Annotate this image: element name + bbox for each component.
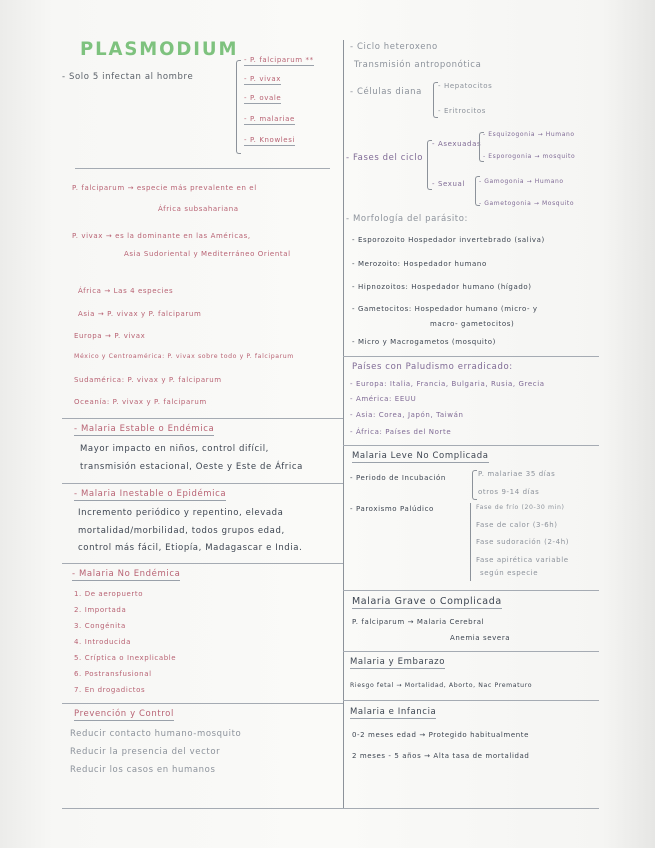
incub-brace [472,470,477,500]
divider-line [343,651,599,652]
section-heading: - Malaria Inestable o Epidémica [74,489,227,499]
list-item: - Europa: Italia, Francia, Bulgaria, Rusia, Grecia [350,380,545,388]
bottom-line [62,808,599,809]
species-item: - P. ovale [244,94,282,102]
list-item: 5. Críptica o Inexplicable [74,654,177,662]
section-heading: Malaria Leve No Complicada [352,451,489,461]
list-item: macro- gametocitos) [430,320,515,328]
body-text: P. falciparum → Malaria Cerebral [352,618,485,626]
body-text: P. malariae 35 días [478,470,556,478]
body-text: Incremento periódico y repentino, elevada [78,508,284,518]
geo-item: África → Las 4 especies [78,287,174,295]
list-item: - Esporozoito Hospedador invertebrado (saliva) [352,236,545,244]
list-item: 3. Congénita [74,622,126,630]
divider-line [343,356,599,357]
list-item: - América: EEUU [350,395,417,403]
divider-line [62,418,343,419]
section-heading: - Morfología del parásito: [346,214,469,224]
body-text: Transmisión antroponótica [354,60,482,70]
list-item: según especie [480,569,539,577]
center-divider [343,40,344,808]
list-item: - Micro y Macrogametos (mosquito) [352,338,496,346]
body-text: - Gamogonia → Humano [479,178,564,185]
list-item: Reducir la presencia del vector [70,747,221,757]
list-item: 6. Postransfusional [74,670,152,678]
pv-line-1: P. vivax → es la dominante en las Américas, [72,232,251,240]
section-heading: Prevención y Control [74,709,174,719]
list-item: 4. Introducida [74,638,131,646]
list-item: 7. En drogadictos [74,686,146,694]
species-item: - P. malariae [244,115,295,123]
body-text: - Periodo de Incubación [350,474,446,482]
species-item: - P. vivax [244,75,281,83]
section-heading: Malaria Grave o Complicada [352,596,502,607]
geo-item: Asia → P. vivax y P. falciparum [78,310,202,318]
divider-line [75,168,330,169]
list-item: 1. De aeropuerto [74,590,144,598]
parox-line [470,503,471,581]
body-text: - Esquizogonia → Humano [483,131,575,138]
body-text: Mayor impacto en niños, control difícil, [80,444,269,454]
divider-line [62,483,343,484]
list-item: - Hipnozoitos: Hospedador humano (hígado) [352,283,532,291]
species-item: - P. Knowlesi [244,136,296,144]
list-item: Fase de calor (3-6h) [476,521,558,529]
list-item: 2. Importada [74,606,127,614]
species-item: - P. falciparum ** [244,56,314,64]
list-item: Reducir contacto humano-mosquito [70,729,242,739]
section-heading: - Malaria No Endémica [72,569,181,579]
body-text: 2 meses - 5 años → Alta tasa de mortalidad [352,752,530,760]
geo-item: México y Centroamérica: P. vivax sobre todo y P. falciparum [74,353,294,360]
body-text: 0-2 meses edad → Protegido habitualmente [352,731,530,739]
body-text: Anemia severa [450,634,511,642]
divider-line [343,700,599,701]
body-text: Riesgo fetal → Mortalidad, Aborto, Nac Prematuro [350,682,533,689]
divider-line [62,563,343,564]
section-heading: Malaria y Embarazo [350,657,446,667]
page-title: PLASMODIUM [80,38,239,60]
list-item: Reducir los casos en humanos [70,765,216,775]
section-heading: - Malaria Estable o Endémica [74,424,215,434]
body-text: - Fases del ciclo [346,153,424,163]
body-text: transmisión estacional, Oeste y Este de África [80,462,303,472]
body-text: - Esporogonia → mosquito [483,153,576,160]
pv-line-2: Asia Sudoriental y Mediterráneo Oriental [124,250,291,258]
species-brace [236,60,241,154]
body-text: - Sexual [432,180,465,188]
geo-item: Sudamérica: P. vivax y P. falciparum [74,376,222,384]
pf-line-1: P. falciparum → especie más prevalente en el [72,184,257,192]
body-text: control más fácil, Etiopía, Madagascar e India. [78,543,303,553]
list-item: - Asia: Corea, Japón, Taiwán [350,411,464,419]
pf-line-2: África subsahariana [158,205,239,213]
geo-item: Oceanía: P. vivax y P. falciparum [74,398,207,406]
body-text: - Células diana [350,87,422,97]
geo-item: Europa → P. vivax [74,332,146,340]
list-item: Fase de frío (20-30 min) [476,504,565,511]
body-text: otros 9-14 días [478,488,540,496]
body-text: - Eritrocitos [438,107,487,115]
divider-line [343,445,599,446]
list-item: - Merozoito: Hospedador humano [352,260,487,268]
infect-text: - Solo 5 infectan al hombre [62,72,194,82]
body-text: - Hepatocitos [438,82,493,90]
divider-line [343,590,599,591]
body-text: - Ciclo heteroxeno [350,42,438,52]
section-heading: Malaria e Infancia [350,707,437,717]
list-item: Fase apirética variable [476,556,569,564]
list-item: - Gametocitos: Hospedador humano (micro- y [352,305,538,313]
body-text: - Gametogonia → Mosquito [479,200,575,207]
body-text: mortalidad/morbilidad, todos grupos edad, [78,526,285,536]
list-item: - África: Países del Norte [350,428,452,436]
section-heading: Países con Paludismo erradicado: [352,362,513,372]
body-text: - Asexuadas [432,140,482,148]
body-text: - Paroxismo Palúdico [350,505,434,513]
divider-line [62,703,343,704]
list-item: Fase sudoración (2-4h) [476,538,570,546]
